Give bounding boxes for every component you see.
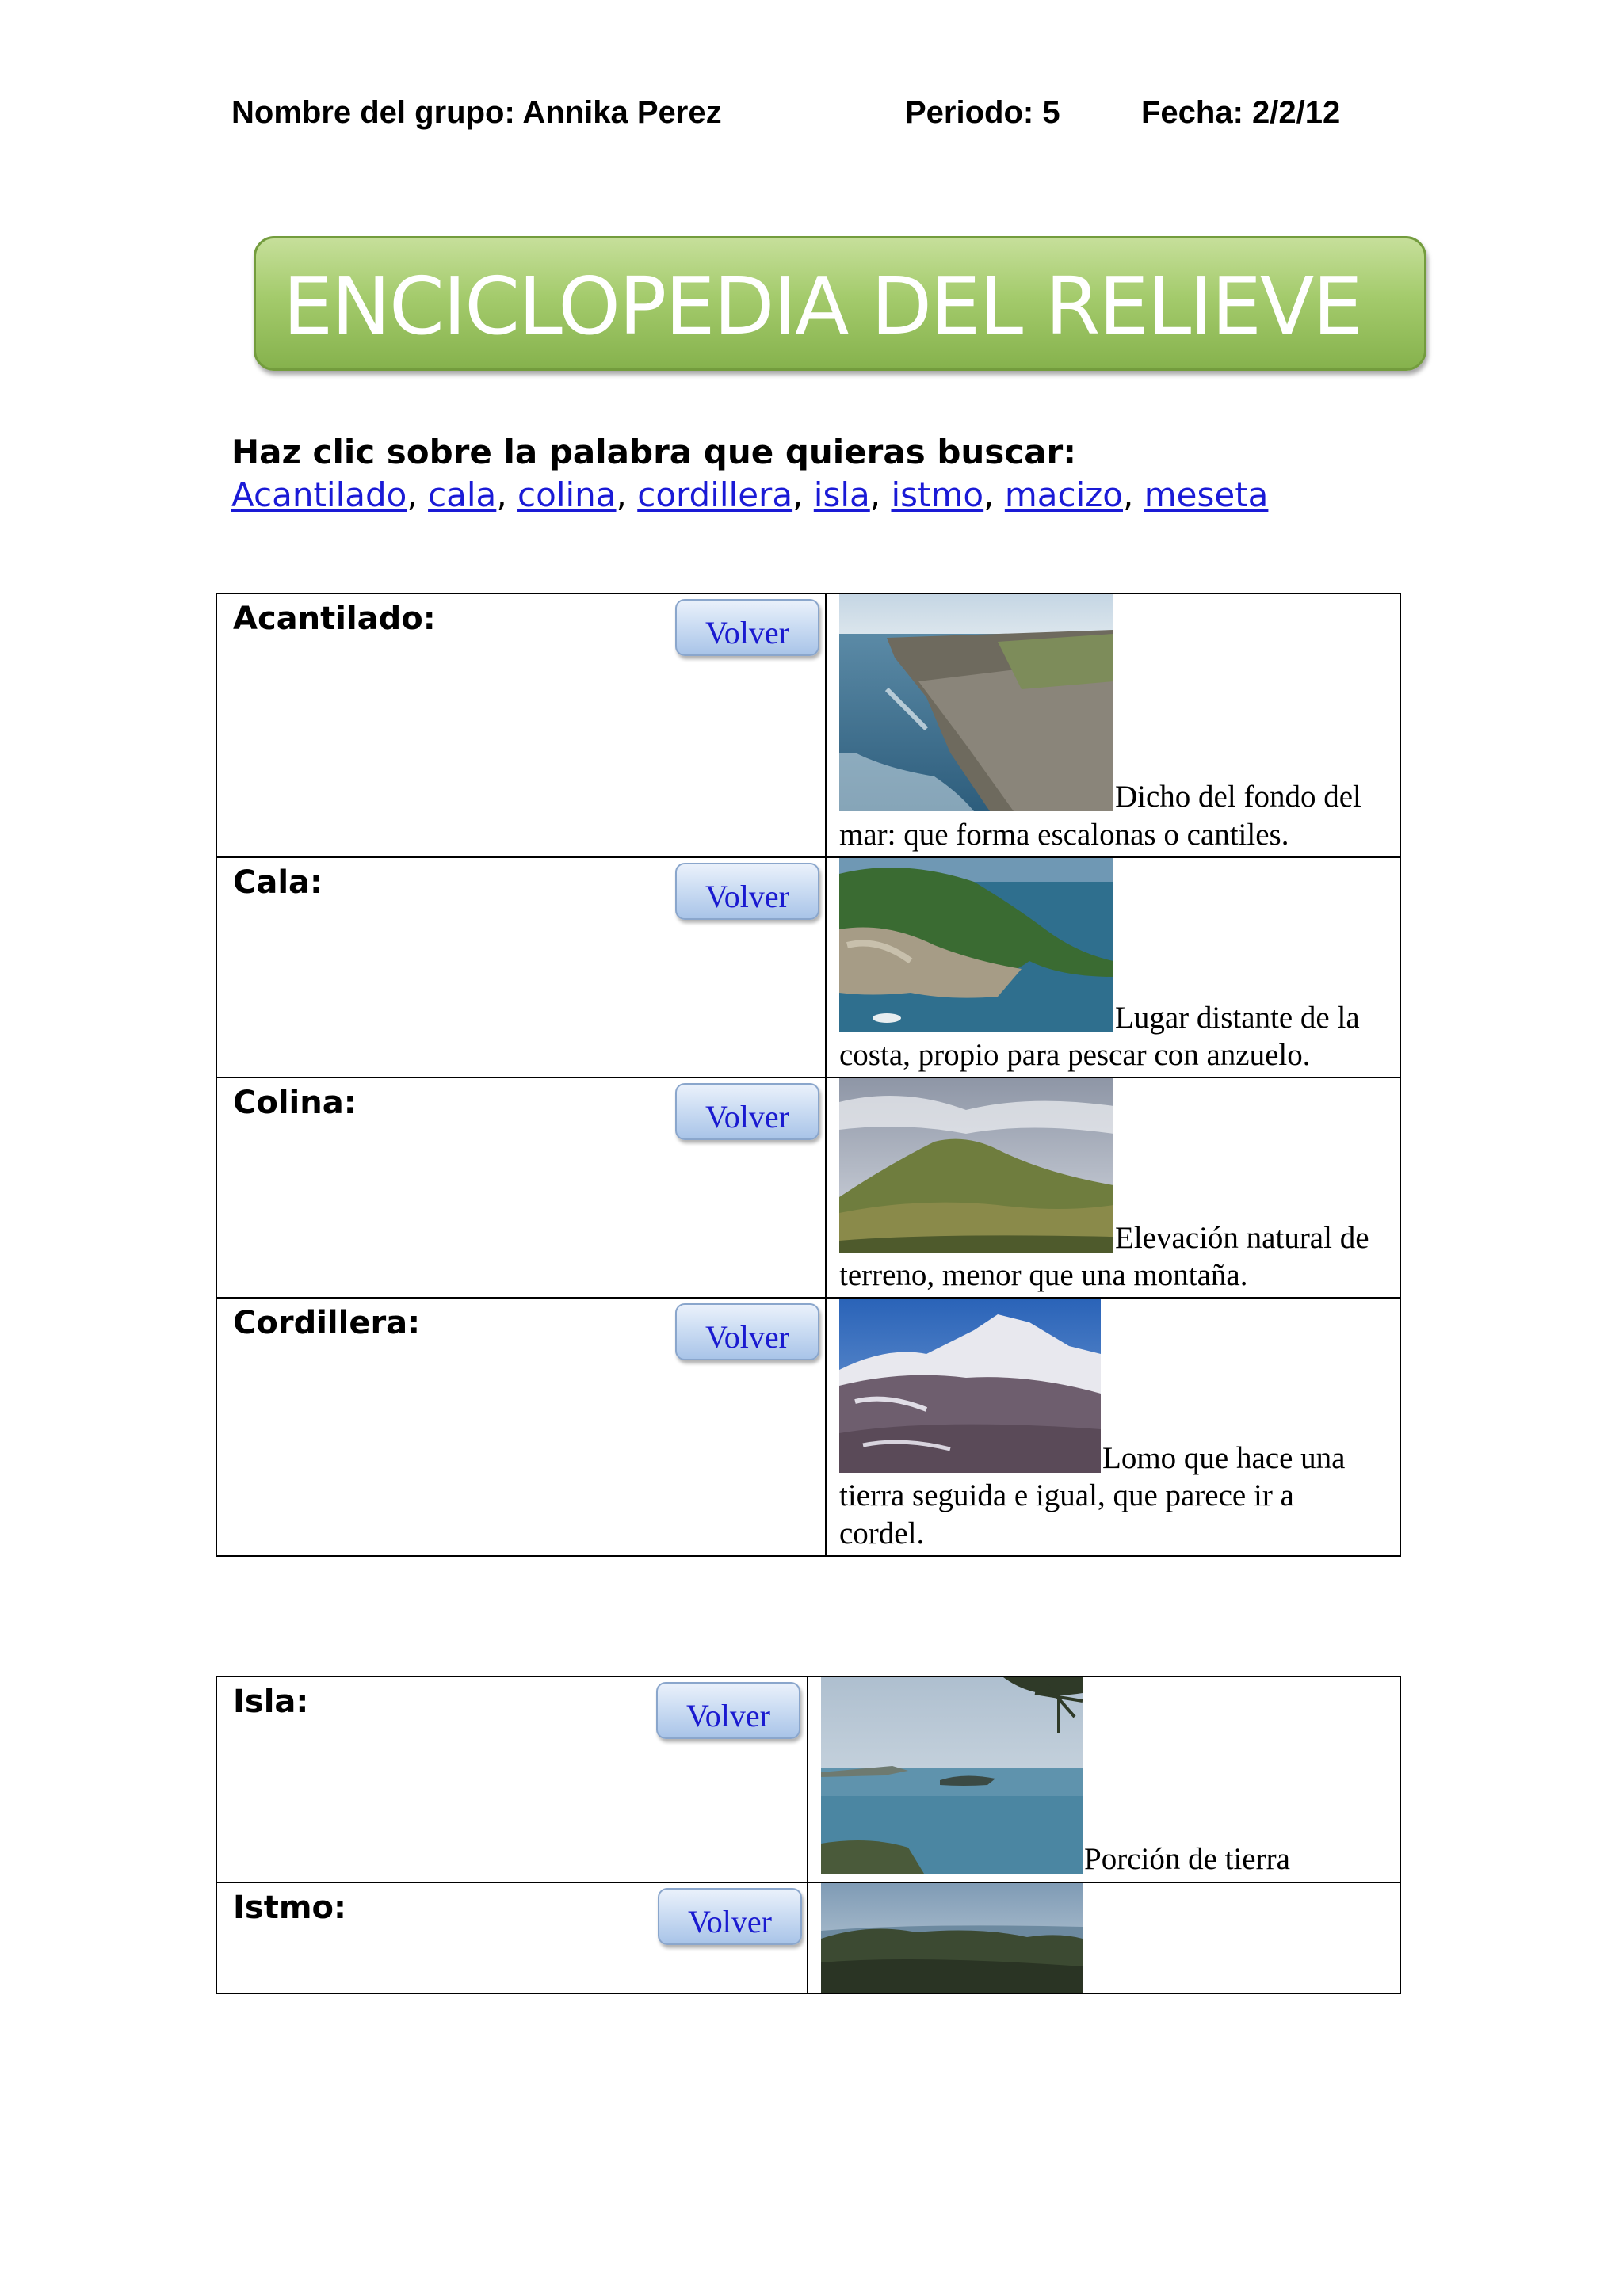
link-macizo[interactable]: macizo <box>1004 475 1123 514</box>
instructions: Haz clic sobre la palabra que quieras buscar: <box>231 433 1077 471</box>
cliff-photo <box>839 594 1113 811</box>
link-separator: , <box>616 475 627 514</box>
volver-button[interactable]: Volver <box>656 1682 800 1739</box>
definition-line-3: cordel. <box>839 1516 925 1550</box>
term-label: Istmo: <box>233 1890 346 1926</box>
mountain-range-photo <box>839 1299 1101 1473</box>
link-separator: , <box>1123 475 1134 514</box>
definition-line-2: mar: que forma escalonas o cantiles. <box>839 818 1289 852</box>
definition-cell <box>808 1676 1400 1882</box>
entry-row-acantilado <box>216 593 1400 857</box>
island-photo <box>821 1677 1083 1874</box>
definition-line-1: Dicho del fondo del <box>1115 780 1361 814</box>
isthmus-photo <box>821 1883 1083 1993</box>
banner-title: ENCICLOPEDIA DEL RELIEVE <box>283 260 1361 353</box>
link-separator: , <box>983 475 995 514</box>
title-banner <box>254 236 1426 371</box>
link-separator: , <box>407 475 418 514</box>
volver-button[interactable]: Volver <box>658 1888 802 1945</box>
definition-line-1: Elevación natural de <box>1115 1221 1369 1255</box>
definition-line-2: terreno, menor que una montaña. <box>839 1258 1248 1292</box>
volver-button[interactable]: Volver <box>675 1303 819 1360</box>
volver-button[interactable]: Volver <box>675 863 819 920</box>
definition-line-1: Lugar distante de la <box>1115 1001 1360 1035</box>
term-cell <box>216 1882 808 1993</box>
term-label: Acantilado: <box>233 601 436 637</box>
definition-line-1: Lomo que hace una <box>1102 1441 1346 1475</box>
term-cell <box>216 1077 826 1298</box>
group-name: Nombre del grupo: Annika Perez <box>231 95 722 130</box>
term-cell <box>216 1676 808 1882</box>
definition-cell <box>826 857 1400 1077</box>
link-separator: , <box>496 475 507 514</box>
volver-button[interactable]: Volver <box>675 599 819 656</box>
definition-cell <box>826 593 1400 857</box>
encyclopedia-table-2 <box>216 1676 1401 1994</box>
term-label: Colina: <box>233 1085 357 1121</box>
link-acantilado[interactable]: Acantilado <box>231 475 407 514</box>
term-label: Cala: <box>233 864 323 901</box>
link-separator: , <box>792 475 804 514</box>
cove-photo <box>839 858 1113 1032</box>
link-istmo[interactable]: istmo <box>891 475 984 514</box>
entry-row-colina <box>216 1077 1400 1298</box>
term-label: Cordillera: <box>233 1305 421 1341</box>
volver-button[interactable]: Volver <box>675 1083 819 1140</box>
definition-line-2: costa, propio para pescar con anzuelo. <box>839 1038 1311 1072</box>
entry-row-cordillera <box>216 1298 1400 1556</box>
link-cordillera[interactable]: cordillera <box>637 475 793 514</box>
term-links <box>231 475 1268 514</box>
link-meseta[interactable]: meseta <box>1144 475 1269 514</box>
entry-row-istmo <box>216 1882 1400 1993</box>
definition-line-2: tierra seguida e igual, que parece ir a <box>839 1478 1294 1512</box>
definition-cell <box>808 1882 1400 1993</box>
link-colina[interactable]: colina <box>517 475 617 514</box>
date: Fecha: 2/2/12 <box>1141 95 1341 130</box>
link-separator: , <box>869 475 881 514</box>
hill-photo <box>839 1078 1113 1253</box>
term-cell <box>216 593 826 857</box>
term-cell <box>216 1298 826 1556</box>
link-cala[interactable]: cala <box>428 475 497 514</box>
definition-line-1: Porción de tierra <box>1084 1842 1290 1876</box>
link-isla[interactable]: isla <box>813 475 870 514</box>
encyclopedia-table-1 <box>216 593 1401 1557</box>
period: Periodo: 5 <box>905 95 1060 130</box>
document-header <box>231 95 1420 143</box>
definition-cell <box>826 1298 1400 1556</box>
term-label: Isla: <box>233 1684 309 1720</box>
definition-cell <box>826 1077 1400 1298</box>
entry-row-cala <box>216 857 1400 1077</box>
term-cell <box>216 857 826 1077</box>
entry-row-isla <box>216 1676 1400 1882</box>
